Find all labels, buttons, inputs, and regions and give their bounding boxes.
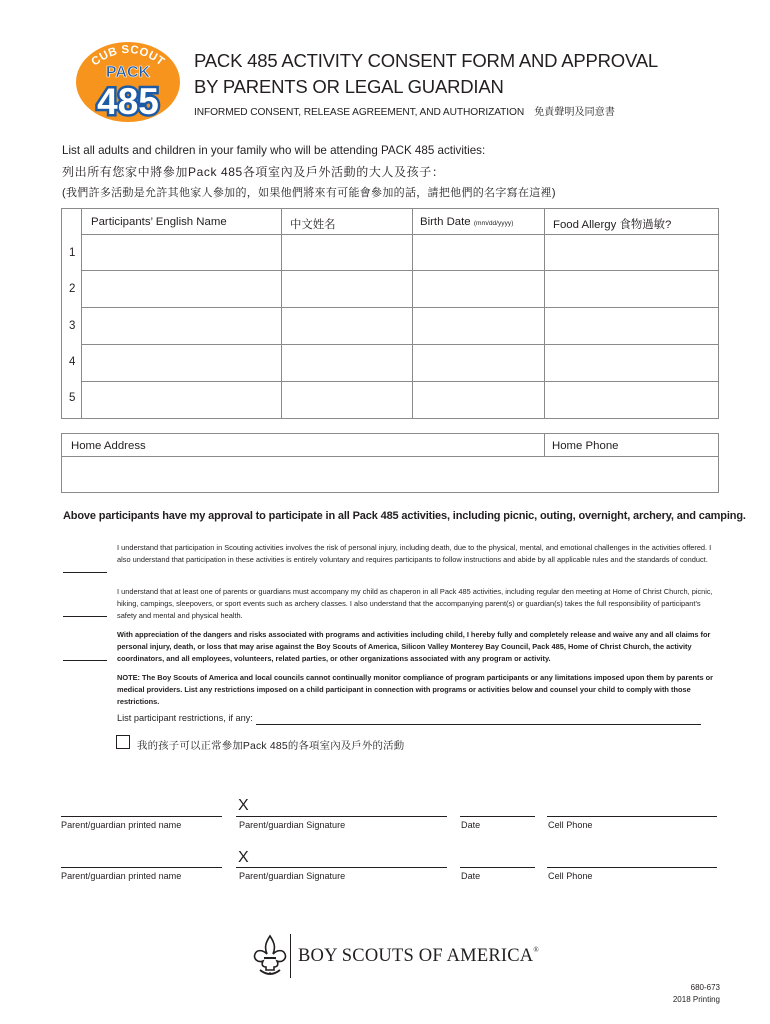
printing-year: 2018 Printing (672, 995, 720, 1004)
subtitle-chinese: 免責聲明及同意書 (534, 107, 615, 118)
cell-phone-line[interactable] (547, 816, 717, 817)
intro-chinese-note: (我們許多活動是允許其他家人參加的，如果他們將來有可能會參加的話，請把他們的名字寫在這裡) (62, 187, 556, 199)
form-subtitle (194, 103, 615, 118)
cub-scout-pack-485-logo (74, 38, 182, 122)
column-header-english-name: Participants’ English Name (91, 216, 227, 228)
initial-line (63, 616, 107, 617)
table-row-divider (81, 234, 718, 235)
date-label: Date (461, 871, 481, 881)
bsa-logo-divider (290, 934, 291, 978)
bsa-name-text: BOY SCOUTS OF AMERICA (298, 946, 534, 966)
date-line[interactable] (460, 816, 535, 817)
form-title-line-1: PACK 485 ACTIVITY CONSENT FORM AND APPROVAL (194, 50, 658, 71)
logo-number-text: 485 (97, 81, 159, 122)
restrictions-input-line[interactable] (256, 724, 701, 725)
intro-chinese: 列出所有您家中將參加Pack 485各項室內及戶外活動的大人及孩子： (62, 165, 445, 179)
home-address-label: Home Address (71, 440, 146, 452)
table-row-divider (81, 270, 718, 271)
approval-statement: Above participants have my approval to participate in all Pack 485 activities, including picnic, outing, overnight, archery, and camping. (63, 510, 746, 522)
address-table (61, 433, 719, 493)
row-number: 3 (69, 320, 76, 332)
signature-line[interactable] (236, 867, 447, 868)
table-row-divider (62, 456, 718, 457)
release-paragraph: With appreciation of the dangers and risks associated with programs and activities including child, I hereby fully and completely release and waive any and all claims for personal injury, death, or loss that may arise against the Boy Scouts of America, Silicon Valley Monterey Bay Council, Pack 485, Home of Christ Church, the activity coordinators, and all employees, volunteers, related parties, or other organizations associated with any program or activity. (117, 630, 711, 663)
date-label: Date (461, 820, 481, 830)
signature-x-mark: X (238, 797, 249, 814)
column-header-chinese-name: 中文姓名 (290, 219, 336, 231)
initial-line (63, 660, 107, 661)
signature-label: Parent/guardian Signature (239, 820, 346, 830)
birth-date-format: (mm/dd/yyyy) (473, 220, 514, 227)
home-phone-label: Home Phone (552, 440, 619, 452)
printed-name-line[interactable] (61, 867, 222, 868)
bsa-wordmark (298, 946, 539, 967)
table-divider (412, 209, 413, 418)
table-divider (281, 209, 282, 418)
signature-label: Parent/guardian Signature (239, 871, 346, 881)
risk-paragraph: I understand that participation in Scouting activities involves the risk of personal injury, including death, due to the physical, mental, and emotional challenges in the activities offered. I also understand that participation in these activities is entirely voluntary and requires participants to follow instructions and abide by all applicable rules and the standards of conduct. (117, 543, 712, 564)
table-divider (544, 434, 545, 456)
row-number: 1 (69, 247, 76, 259)
cell-phone-line[interactable] (547, 867, 717, 868)
chaperon-paragraph: I understand that at least one of parents or guardians must accompany my child as chaperon in all Pack 485 activities, including regular den meeting at Home of Christ Church, picnic, hiking, campings, sleepovers, or sport events such as archery classes. I also understand that the accompanying parent(s) or guardian(s) takes the full responsibility of participant’s safety and mental and physical health. (117, 587, 713, 620)
column-header-food-allergy: Food Allergy 食物過敏? (553, 219, 672, 231)
note-paragraph: NOTE: The Boy Scouts of America and local councils cannot continually monitor compliance of program participants or any limitations imposed upon them by parents or medical providers. List any restrictions imposed on a child participant in connection with programs or activities below and counsel your child to comply with those restrictions. (117, 673, 713, 706)
intro-english: List all adults and children in your family who will be attending PACK 485 activities: (62, 144, 486, 157)
table-row-divider (81, 381, 718, 382)
restrictions-label: List participant restrictions, if any: (117, 713, 253, 723)
table-divider (81, 209, 82, 418)
birth-date-label: Birth Date (420, 216, 471, 228)
table-divider (544, 209, 545, 418)
form-number: 680-673 (690, 983, 720, 992)
printed-name-label: Parent/guardian printed name (61, 820, 182, 830)
registered-mark: ® (533, 946, 539, 954)
participants-table (61, 208, 719, 419)
row-number: 2 (69, 283, 76, 295)
subtitle-english: INFORMED CONSENT, RELEASE AGREEMENT, AND AUTHORIZATION (194, 107, 525, 118)
signature-x-mark: X (238, 849, 249, 866)
bsa-fleur-de-lis-icon (252, 934, 288, 978)
logo-pack-text: PACK (105, 64, 151, 81)
signature-line[interactable] (236, 816, 447, 817)
cell-phone-label: Cell Phone (548, 820, 593, 830)
initial-line (63, 572, 107, 573)
logo-cub-scout-text: CUB SCOUT (89, 43, 167, 69)
consent-checkbox-label: 我的孩子可以正常參加Pack 485的各項室內及戶外的活動 (137, 741, 405, 752)
consent-checkbox[interactable] (116, 735, 130, 749)
cell-phone-label: Cell Phone (548, 871, 593, 881)
column-header-birth-date (420, 216, 513, 228)
printed-name-line[interactable] (61, 816, 222, 817)
date-line[interactable] (460, 867, 535, 868)
row-number: 4 (69, 356, 76, 368)
table-row-divider (81, 344, 718, 345)
table-row-divider (81, 307, 718, 308)
row-number: 5 (69, 392, 76, 404)
printed-name-label: Parent/guardian printed name (61, 871, 182, 881)
form-title-line-2: BY PARENTS OR LEGAL GUARDIAN (194, 76, 504, 97)
